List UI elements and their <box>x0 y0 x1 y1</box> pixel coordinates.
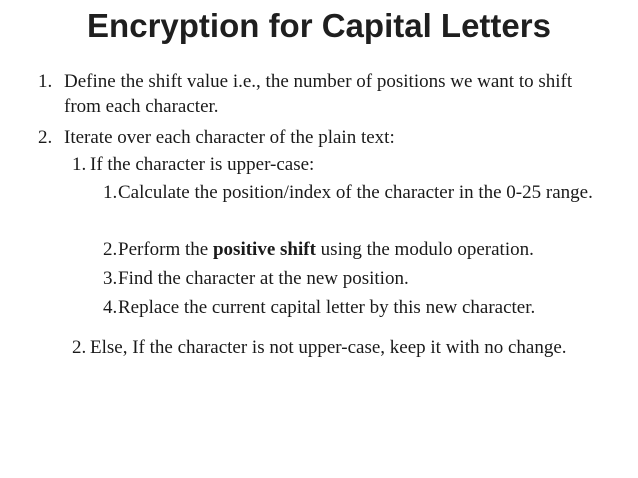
sub-substep-number: 1. <box>103 182 118 203</box>
text-after-emphasis: using the modulo operation. <box>315 239 534 260</box>
sub-substep-item <box>103 295 603 320</box>
sub-substep-number: 4. <box>103 297 118 318</box>
step-number: 1. <box>38 71 53 92</box>
substep-item <box>72 152 612 177</box>
step-number: 2. <box>38 127 53 148</box>
sub-substep-item <box>103 180 603 205</box>
sub-substep-item <box>103 266 603 291</box>
step-text: Define the shift value i.e., the number of positions we want to shift from each character. <box>64 71 573 117</box>
step-item <box>38 125 608 150</box>
substep-text: Else, If the character is not upper-case, keep it with no change. <box>90 337 567 358</box>
step-text: Iterate over each character of the plain text: <box>64 127 395 148</box>
substep-number: 1. <box>72 154 87 175</box>
substep-text: If the character is upper-case: <box>90 154 315 175</box>
substep-number: 2. <box>72 337 87 358</box>
step-item <box>38 69 608 119</box>
sub-substep-text: Replace the current capital letter by this new character. <box>118 297 536 318</box>
emphasis-positive-shift: positive shift <box>212 239 316 260</box>
substep-item <box>72 335 572 360</box>
sub-substep-text: Calculate the position/index of the character in the 0-25 range. <box>118 182 593 203</box>
sub-substep-item <box>103 237 603 262</box>
sub-substep-text: Find the character at the new position. <box>118 268 409 289</box>
slide-title: Encryption for Capital Letters <box>87 7 551 44</box>
text-before-emphasis: Perform the <box>118 239 213 260</box>
sub-substep-number: 3. <box>103 268 118 289</box>
sub-substep-text <box>103 237 603 262</box>
sub-substep-number: 2. <box>103 239 118 260</box>
